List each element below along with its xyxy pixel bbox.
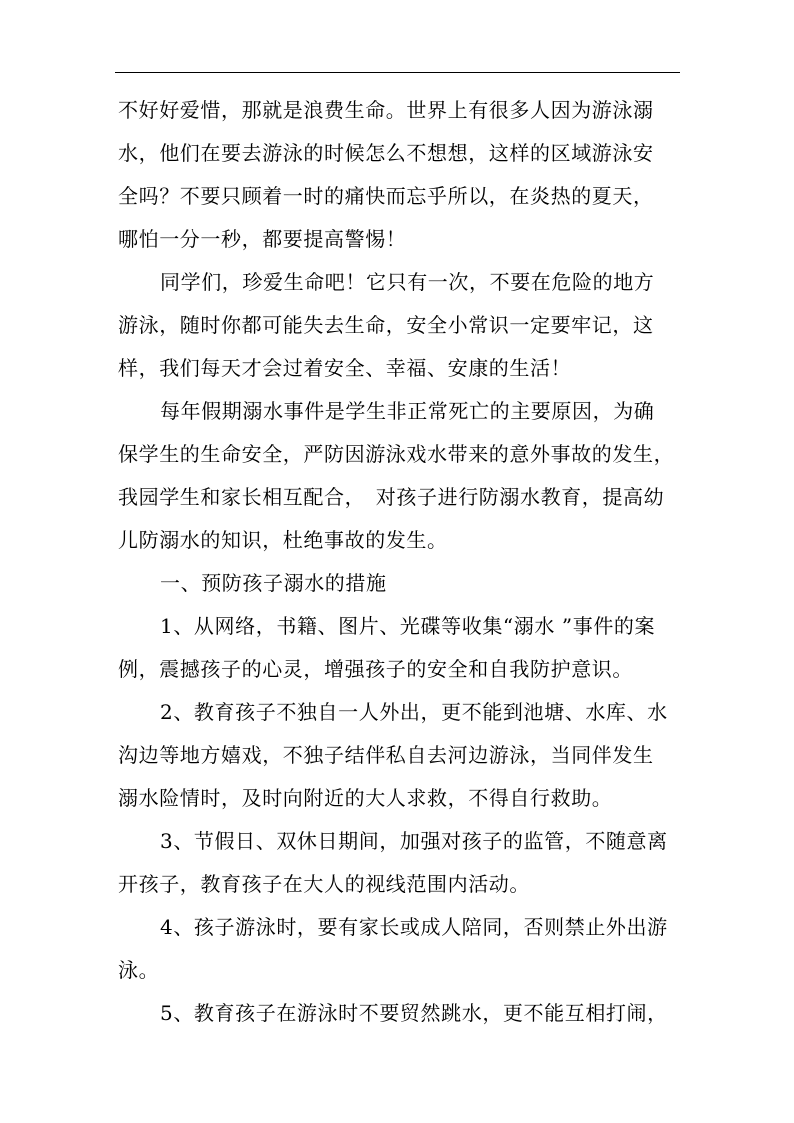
paragraph-first-line: 每年假期溺水事件是学生非正常死亡的主要原因，为确 (160, 399, 655, 423)
text-line: 全吗？不要只顾着一时的痛快而忘乎所以，在炎热的夏天， (118, 184, 654, 208)
list-item-first-line: 5、教育孩子在游泳时不要贸然跳水，更不能互相打闹， (160, 1001, 668, 1025)
text-line: 泳。 (118, 958, 160, 982)
header-rule (115, 72, 680, 73)
list-item-first-line: 3、节假日、双休日期间，加强对孩子的监管，不随意离 (160, 829, 668, 853)
text-line: 水，他们在要去游泳的时候怎么不想想，这样的区域游泳安 (118, 141, 654, 165)
text-line: 哪怕一分一秒，都要提高警惕！ (118, 227, 407, 251)
list-item-first-line: 2、教育孩子不独自一人外出，更不能到池塘、水库、水 (160, 700, 668, 724)
text-line: 不好好爱惜，那就是浪费生命。世界上有很多人因为游泳溺 (118, 98, 654, 122)
list-item-first-line: 1、从网络，书籍、图片、光碟等收集“溺水 ”事件的案 (160, 614, 656, 638)
section-heading: 一、预防孩子溺水的措施 (160, 571, 387, 595)
text-line: 例，震撼孩子的心灵，增强孩子的安全和自我防护意识。 (118, 657, 633, 681)
text-line: 游泳，随时你都可能失去生命，安全小常识一定要牢记，这 (118, 313, 654, 337)
text-line: 溺水险情时，及时向附近的大人求救，不得自行救助。 (118, 786, 613, 810)
text-line: 儿防溺水的知识，杜绝事故的发生。 (118, 528, 448, 552)
text-line: 开孩子，教育孩子在大人的视线范围内活动。 (118, 872, 530, 896)
paragraph-first-line: 同学们，珍爱生命吧！它只有一次，不要在危险的地方 (160, 270, 655, 294)
text-line: 我园学生和家长相互配合， 对孩子进行防溺水教育，提高幼 (118, 485, 665, 509)
list-item-first-line: 4、孩子游泳时，要有家长或成人陪同，否则禁止外出游 (160, 915, 668, 939)
text-line: 保学生的生命安全，严防因游泳戏水带来的意外事故的发生， (118, 442, 675, 466)
text-line: 沟边等地方嬉戏，不独子结伴私自去河边游泳，当同伴发生 (118, 743, 654, 767)
text-line: 样，我们每天才会过着安全、幸福、安康的生活！ (118, 356, 572, 380)
